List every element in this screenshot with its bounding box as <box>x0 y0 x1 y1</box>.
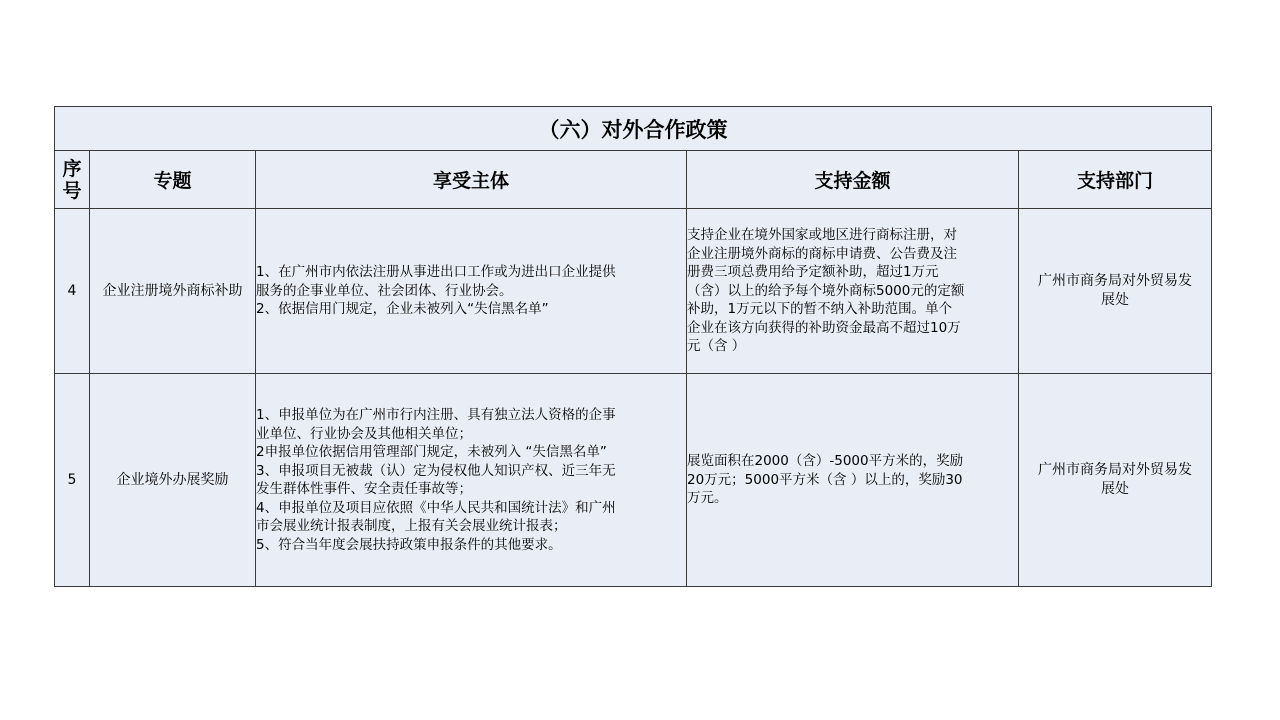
header-row <box>55 151 1212 209</box>
department-line: 展处 <box>1101 481 1129 497</box>
amount-line: 册费三项总费用给予定额补助，超过1万元 <box>687 264 939 281</box>
table-row <box>55 209 1212 374</box>
beneficiary-line: 1、申报单位为在广州市行内注册、具有独立法人资格的企事 <box>256 407 616 423</box>
policy-table <box>54 106 1212 587</box>
row-seq: 5 <box>55 374 90 587</box>
amount-line: 展览面积在2000（含）-5000平方米的，奖励 <box>687 453 964 470</box>
amount-line: 元（含 ） <box>687 338 746 355</box>
row-amount <box>687 209 1019 374</box>
department-line: 广州市商务局对外贸易发 <box>1038 462 1192 478</box>
amount-line: （含）以上的给予每个境外商标5000元的定额 <box>687 282 965 299</box>
row-topic: 企业注册境外商标补助 <box>90 209 256 374</box>
beneficiary-line: 1、在广州市内依法注册从事进出口工作或为进出口企业提供 <box>256 264 616 281</box>
beneficiary-line: 发生群体性事件、安全责任事故等； <box>256 481 472 497</box>
row-department <box>1019 374 1212 587</box>
row-topic: 企业境外办展奖励 <box>90 374 256 587</box>
header-amount: 支持金额 <box>687 151 1019 209</box>
amount-line: 企业注册境外商标的商标申请费、公告费及注 <box>687 245 957 262</box>
header-topic: 专题 <box>90 151 256 209</box>
header-beneficiary: 享受主体 <box>256 151 687 209</box>
beneficiary-line: 3、申报项目无被裁（认）定为侵权他人知识产权、近三年无 <box>256 462 616 479</box>
amount-line: 万元。 <box>687 490 728 507</box>
row-amount <box>687 374 1019 587</box>
beneficiary-line: 服务的企事业单位、社会团体、行业协会。 <box>256 282 513 299</box>
beneficiary-line: 市会展业统计报表制度，上报有关会展业统计报表； <box>256 518 567 534</box>
amount-line: 企业在该方向获得的补助资金最高不超过10万 <box>687 319 961 336</box>
department-line: 广州市商务局对外贸易发 <box>1038 273 1192 289</box>
table-title: （六）对外合作政策 <box>55 107 1212 151</box>
header-department: 支持部门 <box>1019 151 1212 209</box>
header-seq <box>55 151 90 209</box>
row-seq: 4 <box>55 209 90 374</box>
amount-line: 20万元；5000平方米（含 ）以上的，奖励30 <box>687 471 963 488</box>
beneficiary-line: 4、申报单位及项目应依照《中华人民共和国统计法》和广州 <box>256 499 616 516</box>
row-beneficiary <box>256 209 687 374</box>
beneficiary-line: 2、依据信用门规定，企业未被列入“失信黑名单” <box>256 301 549 318</box>
beneficiary-line: 2申报单位依据信用管理部门规定，未被列入 “失信黑名单” <box>256 444 607 460</box>
department-line: 展处 <box>1101 292 1129 308</box>
beneficiary-line: 业单位、行业协会及其他相关单位； <box>256 425 472 442</box>
header-seq-label: 序号 <box>62 157 82 202</box>
table-row <box>55 374 1212 587</box>
beneficiary-line: 5、符合当年度会展扶持政策申报条件的其他要求。 <box>256 536 562 553</box>
amount-line: 补助，1万元以下的暂不纳入补助范围。单个 <box>687 301 953 318</box>
row-beneficiary <box>256 374 687 587</box>
row-department <box>1019 209 1212 374</box>
amount-line: 支持企业在境外国家或地区进行商标注册，对 <box>687 227 957 244</box>
